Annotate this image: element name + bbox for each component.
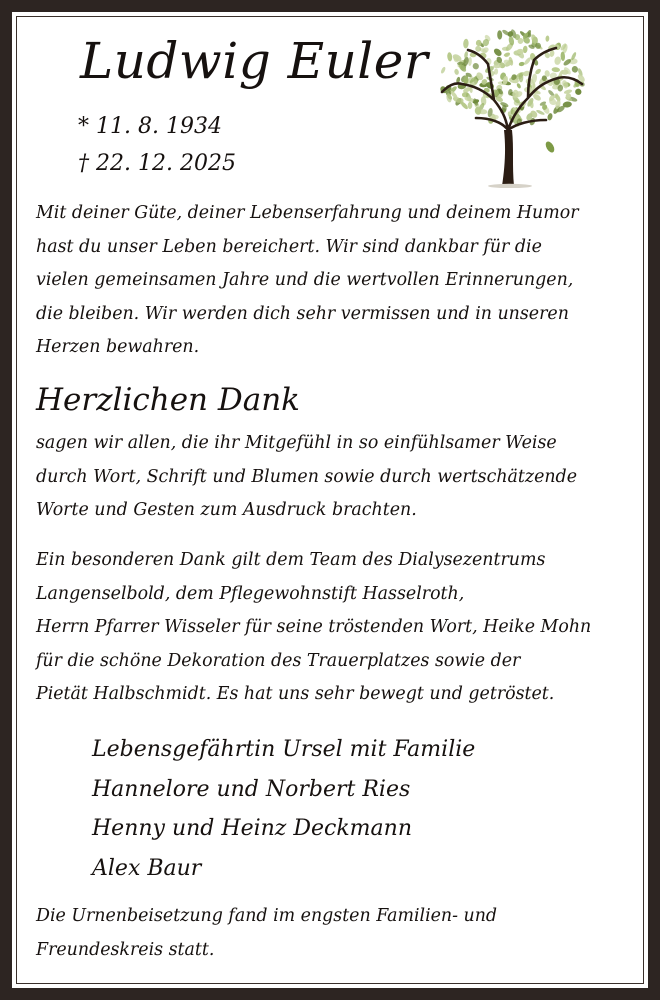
leaf: [574, 87, 583, 96]
thanks-heading: Herzlichen Dank: [36, 382, 300, 418]
intro-line: hast du unser Leben bereichert. Wir sind dankbar für die: [36, 236, 542, 257]
leaf: [547, 113, 554, 121]
intro-line: vielen gemeinsamen Jahre und die wertvollen Erinnerungen,: [36, 270, 574, 291]
special-line: Langenselbold, dem Pflegewohnstift Hasselroth,: [36, 583, 465, 604]
leaf: [516, 83, 522, 90]
special-line: Herrn Pfarrer Wisseler für seine tröstenden Wort, Heike Mohn: [36, 617, 592, 638]
leaf: [447, 52, 453, 62]
leaf: [454, 68, 460, 75]
birth-date: * 11. 8. 1934: [78, 114, 222, 139]
tree-icon: [432, 26, 592, 188]
burial-note: [36, 900, 497, 967]
thanks-line: durch Wort, Schrift und Blumen sowie durch wertschätzende: [36, 466, 577, 487]
leaf: [566, 93, 571, 99]
leaf: [519, 73, 524, 83]
special-thanks-paragraph: [36, 544, 591, 712]
signer: Alex Baur: [92, 855, 202, 881]
burial-line: Freundeskreis statt.: [36, 939, 215, 960]
leaf: [545, 35, 549, 41]
leaf: [463, 39, 469, 49]
intro-paragraph: [36, 197, 579, 365]
intro-line: die bleiben. Wir werden dich sehr vermissen und in unseren: [36, 303, 569, 324]
leaf: [554, 56, 562, 66]
deceased-name: Ludwig Euler: [80, 32, 429, 90]
special-line: Pietät Halbschmidt. Es hat uns sehr bewegt und getröstet.: [36, 684, 555, 705]
special-line: für die schöne Dekoration des Trauerplatzes sowie der: [36, 650, 521, 671]
signer: Hannelore und Norbert Ries: [92, 776, 411, 802]
signers-list: [92, 730, 475, 888]
thanks-line: Worte und Gesten zum Ausdruck brachten.: [36, 500, 417, 521]
thanks-line: sagen wir allen, die ihr Mitgefühl in so einfühlsamer Weise: [36, 433, 557, 453]
leaf: [518, 61, 525, 66]
leaf: [532, 93, 542, 102]
leaf: [551, 67, 560, 73]
leaf: [468, 102, 473, 109]
leaf: [440, 66, 446, 74]
leaf: [472, 62, 480, 70]
signer: Henny und Heinz Deckmann: [92, 816, 412, 841]
leaf: [493, 47, 504, 57]
special-line: Ein besonderen Dank gilt dem Team des Dialysezentrums: [36, 550, 546, 570]
intro-line: Herzen bewahren.: [36, 337, 200, 358]
thanks-paragraph: [36, 427, 577, 528]
intro-line: Mit deiner Güte, deiner Lebenserfahrung und deinem Humor: [36, 203, 579, 223]
leaf: [497, 30, 502, 40]
burial-line: Die Urnenbeisetzung fand im engsten Familien- und: [36, 906, 498, 926]
death-date: † 22. 12. 2025: [78, 151, 236, 176]
leaf: [523, 56, 532, 65]
signer: Lebensgefährtin Ursel mit Familie: [92, 737, 476, 762]
leaf: [571, 65, 579, 73]
